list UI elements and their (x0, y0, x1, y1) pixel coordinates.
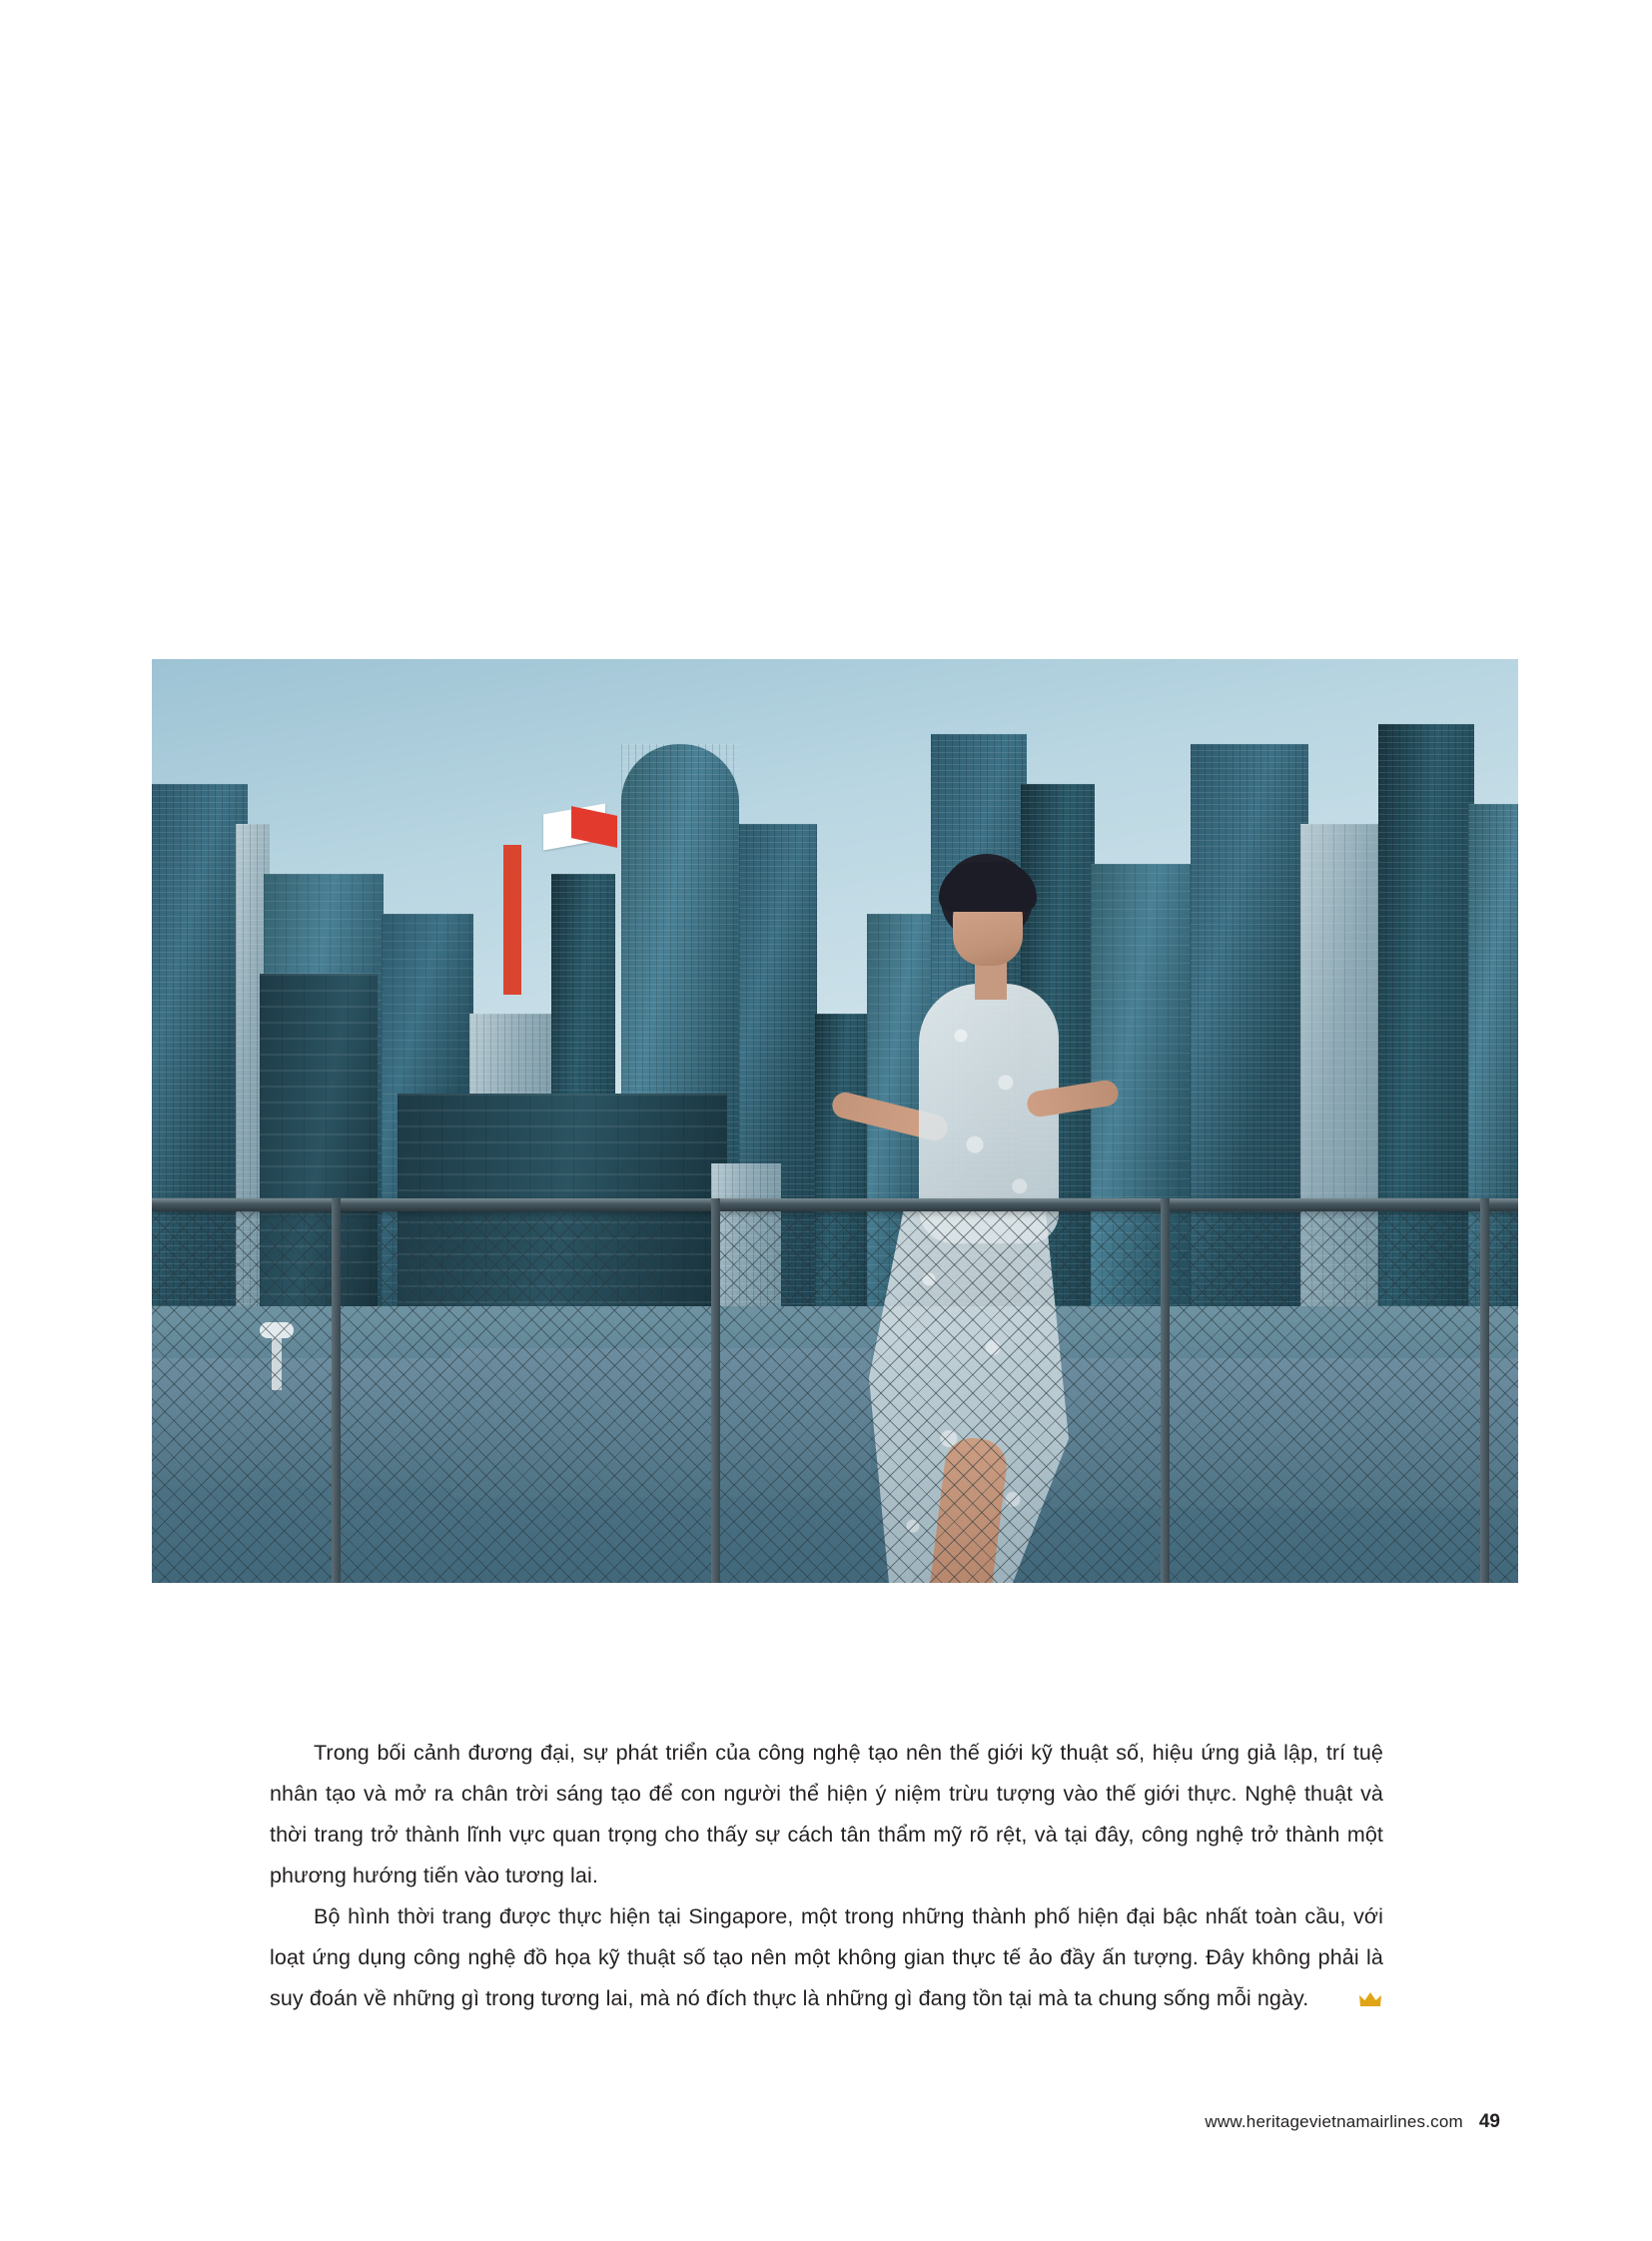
model-hair-front (939, 862, 1037, 912)
railing-handrail (152, 1198, 1518, 1211)
article-body (270, 1733, 1383, 2019)
crown-ornament-icon (1315, 1980, 1337, 1995)
article-paragraph-1: Trong bối cảnh đương đại, sự phát triển của công nghệ tạo nên thế giới kỹ thuật số, hiệu ứng giả lập, trí tuệ nhân tạo và mở ra chân trời sáng tạo để con người thể hiện ý niệm trừu tượng vào thế giới thực. Nghệ thuật và thời trang trở thành lĩnh vực quan trọng cho thấy sự cách tân thẩm mỹ rõ rệt, và tại đây, công nghệ trở thành một phương hướng tiến vào tương lai. (270, 1741, 1383, 1887)
railing-post (711, 1198, 720, 1583)
railing-post (1480, 1198, 1489, 1583)
footer-website-url[interactable]: www.heritagevietnamairlines.com (1205, 2112, 1463, 2131)
rooftop-red-column (503, 845, 521, 995)
railing-post (332, 1198, 341, 1583)
page-number: 49 (1478, 2111, 1500, 2132)
article-paragraph-2-text: Bộ hình thời trang được thực hiện tại Singapore, một trong những thành phố hiện đại bậc nhất toàn cầu, với loạt ứng dụng công nghệ đồ họa kỹ thuật số tạo nên một không gian thực tế ảo đầy ấn tượng. Đây không phải là suy đoán về những gì trong tương lai, mà nó đích thực là những gì đang tồn tại mà ta chung sống mỗi ngày. (270, 1904, 1383, 2010)
page-footer (1205, 2111, 1500, 2133)
article-paragraph-2 (270, 1896, 1383, 2019)
fashion-photo-singapore-skyline (152, 659, 1518, 1583)
railing-post (1161, 1198, 1170, 1583)
railing-mesh (152, 1211, 1518, 1583)
